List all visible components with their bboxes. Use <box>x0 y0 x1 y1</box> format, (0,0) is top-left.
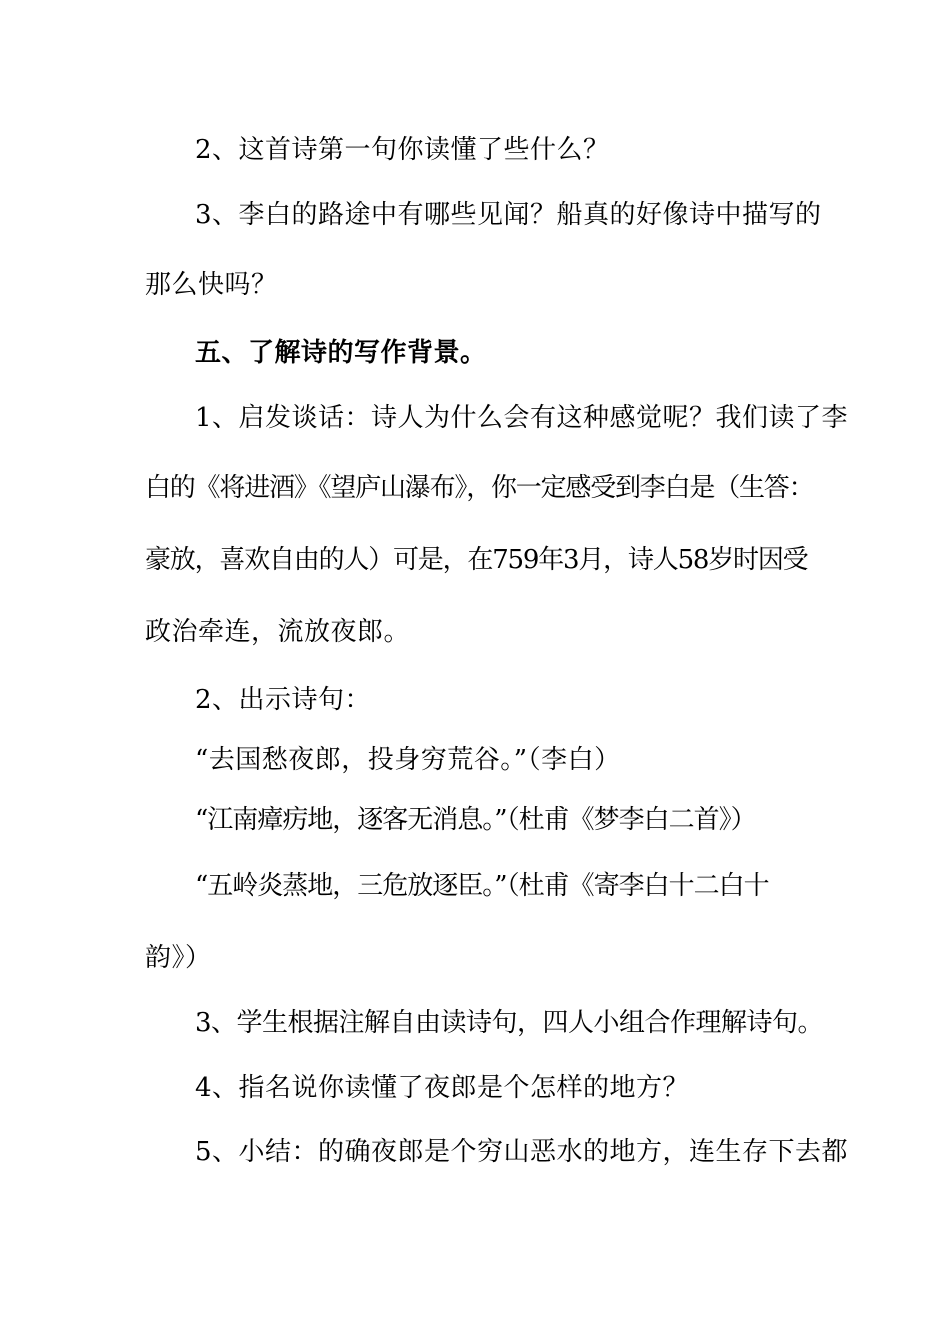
poem-quote-line: 韵》） <box>145 943 212 973</box>
paragraph-line: 1、启发谈话：诗人为什么会有这种感觉呢？我们读了李 <box>195 403 849 433</box>
paragraph-line: 那么快吗？ <box>145 270 278 300</box>
section-heading: 五、了解诗的写作背景。 <box>195 338 487 368</box>
paragraph-line: 5、小结：的确夜郎是个穷山恶水的地方，连生存下去都 <box>195 1137 849 1167</box>
paragraph-line: 政治牵连，流放夜郎。 <box>145 617 411 647</box>
paragraph-line: 2、这首诗第一句你读懂了些什么？ <box>195 135 610 165</box>
paragraph-line: 4、指名说你读懂了夜郎是个怎样的地方？ <box>195 1073 690 1103</box>
poem-quote-line: “五岭炎蒸地，三危放逐臣。”（杜甫《寄李白十二白十 <box>195 871 769 901</box>
paragraph-line: 豪放，喜欢自由的人）可是，在759年3月，诗人58岁时因受 <box>145 545 808 575</box>
poem-quote-line: “江南瘴疠地，逐客无消息。”（杜甫《梦李白二首》） <box>195 805 756 835</box>
paragraph-line: 3、学生根据注解自由读诗句，四人小组合作理解诗句。 <box>195 1008 824 1038</box>
paragraph-line: 2、出示诗句： <box>195 685 372 715</box>
paragraph-line: 3、李白的路途中有哪些见闻？船真的好像诗中描写的 <box>195 200 822 230</box>
paragraph-line: 白的《将进酒》《望庐山瀑布》，你一定感受到李白是（生答： <box>145 473 814 503</box>
poem-quote-line: “去国愁夜郎，投身穷荒谷。”（李白） <box>195 745 621 775</box>
